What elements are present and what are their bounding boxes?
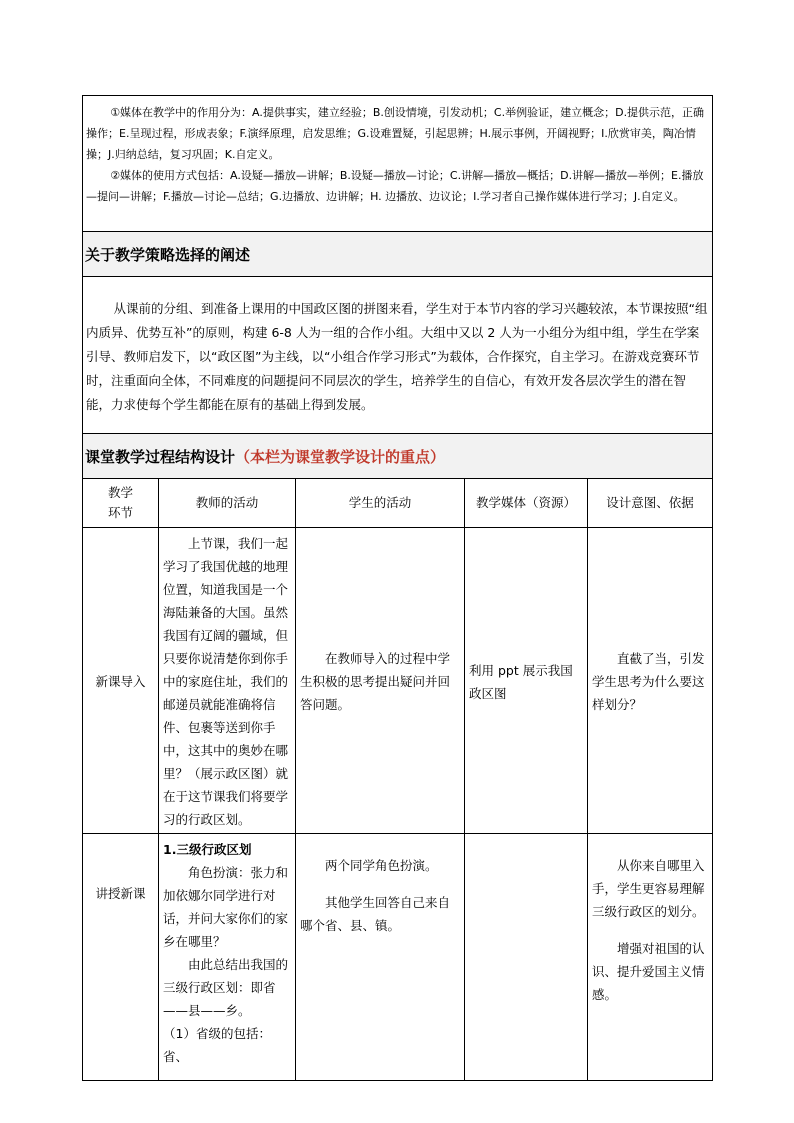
teacher-activity-intro: 上节课，我们一起学习了我国优越的地理位置，知道我国是一个海陆兼备的大国。虽然我国有辽阔的疆域，但只要你说清楚你到你手中的家庭住址，我们的邮递员就能准确将信件、包裹等送到你手中，这其中的奥妙在哪里？（展示政区图）就在于这节课我们将要学习的行政区划。 xyxy=(163,536,289,827)
column-header-media: 教学媒体（资源） xyxy=(465,479,588,528)
teacher-activity-new-lesson-cell xyxy=(159,834,296,1081)
table-row-new-lesson xyxy=(83,834,713,1081)
student-activity-intro: 在教师导入的过程中学生积极的思考提出疑问并回答问题。 xyxy=(300,651,451,712)
media-intro-cell xyxy=(465,528,588,834)
student-activity-intro-cell xyxy=(296,528,465,834)
process-heading-note: （本栏为课堂教学设计的重点） xyxy=(235,447,446,466)
strategy-heading-row xyxy=(83,232,713,277)
teacher-activity-intro-cell xyxy=(159,528,296,834)
intent-p1: 从你来自哪里入手，学生更容易理解三级行政区的划分。 xyxy=(592,858,705,919)
strategy-heading: 关于教学策略选择的阐述 xyxy=(83,232,713,277)
media-new-lesson-cell xyxy=(465,834,588,1081)
student-activity-new-lesson-cell xyxy=(296,834,465,1081)
media-notes-cell xyxy=(83,96,713,232)
student-activity-p2: 其他学生回答自己来自哪个省、县、镇。 xyxy=(300,895,451,933)
media-usage-paragraph: ②媒体的使用方式包括：A.设疑—播放—讲解；B.设疑—播放—讨论；C.讲解—播放—概括；D.讲解—播放—举例；E.播放—提问—讲解；F.播放—讨论—总结；G.边播放、边讲解；H. 边播放、边议论；I.学习者自己操作媒体进行学习；J.自定义。 xyxy=(86,169,704,203)
media-new-lesson xyxy=(465,834,587,840)
teacher-activity-p3: （1）省级的包括：省、 xyxy=(163,1026,271,1064)
column-header-row xyxy=(83,479,713,528)
table-row-intro xyxy=(83,528,713,834)
intent-intro: 直截了当，引发学生思考为什么要这样划分？ xyxy=(592,651,705,712)
column-header-intent: 设计意图、依据 xyxy=(588,479,713,528)
media-role-paragraph: ①媒体在教学中的作用分为：A.提供事实，建立经验；B.创设情境，引发动机；C.举例验证，建立概念；D.提供示范，正确操作；E.呈现过程，形成表象；F.演绎原理，启发思维；G.设难置疑，引起思辨；H.展示事例，开阔视野；I.欣赏审美，陶冶情操；J.归纳总结，复习巩固；K.自定义。 xyxy=(86,106,705,161)
process-heading xyxy=(83,434,713,479)
process-heading-row xyxy=(83,434,713,479)
lesson-plan-table xyxy=(82,95,713,1081)
column-header-stage: 教学环节 xyxy=(83,479,159,528)
intent-new-lesson-cell xyxy=(588,834,713,1081)
strategy-body-cell xyxy=(83,277,713,434)
stage-label-intro: 新课导入 xyxy=(83,528,159,834)
intent-p2: 增强对祖国的认识、提升爱国主义情感。 xyxy=(592,941,705,1002)
teacher-activity-p1: 角色扮演：张力和加依娜尔同学进行对话，并问大家你们的家乡在哪里？ xyxy=(163,865,289,949)
process-heading-title: 课堂教学过程结构设计 xyxy=(85,447,236,466)
intent-intro-cell xyxy=(588,528,713,834)
column-header-student: 学生的活动 xyxy=(296,479,465,528)
teacher-activity-p2: 由此总结出我国的三级行政区划：即省——县——乡。 xyxy=(163,957,289,1018)
media-intro: 利用 ppt 展示我国政区图 xyxy=(469,662,573,701)
teacher-activity-title: 1.三级行政区划 xyxy=(163,842,252,857)
media-notes-row xyxy=(83,96,713,232)
student-activity-p1: 两个同学角色扮演。 xyxy=(325,858,438,873)
column-header-teacher: 教师的活动 xyxy=(159,479,296,528)
strategy-body: 从课前的分组、到准备上课用的中国政区图的拼图来看，学生对于本节内容的学习兴趣较浓，本节课按照“组内质异、优势互补”的原则，构建 6-8 人为一组的合作小组。大组中又以 2 人为一小组分为组中组，学生在学案引导、教师启发下，以“政区图”为主线，以“小组合作学习形式”为载体，合作探究，自主学习。在游戏竞赛环节时，注重面向全体，不同难度的问题提问不同层次的学生，培养学生的自信心，有效开发各层次学生的潜在智能，力求使每个学生都能在原有的基础上得到发展。 xyxy=(86,301,708,412)
strategy-body-row xyxy=(83,277,713,434)
stage-label-new-lesson: 讲授新课 xyxy=(83,834,159,1081)
